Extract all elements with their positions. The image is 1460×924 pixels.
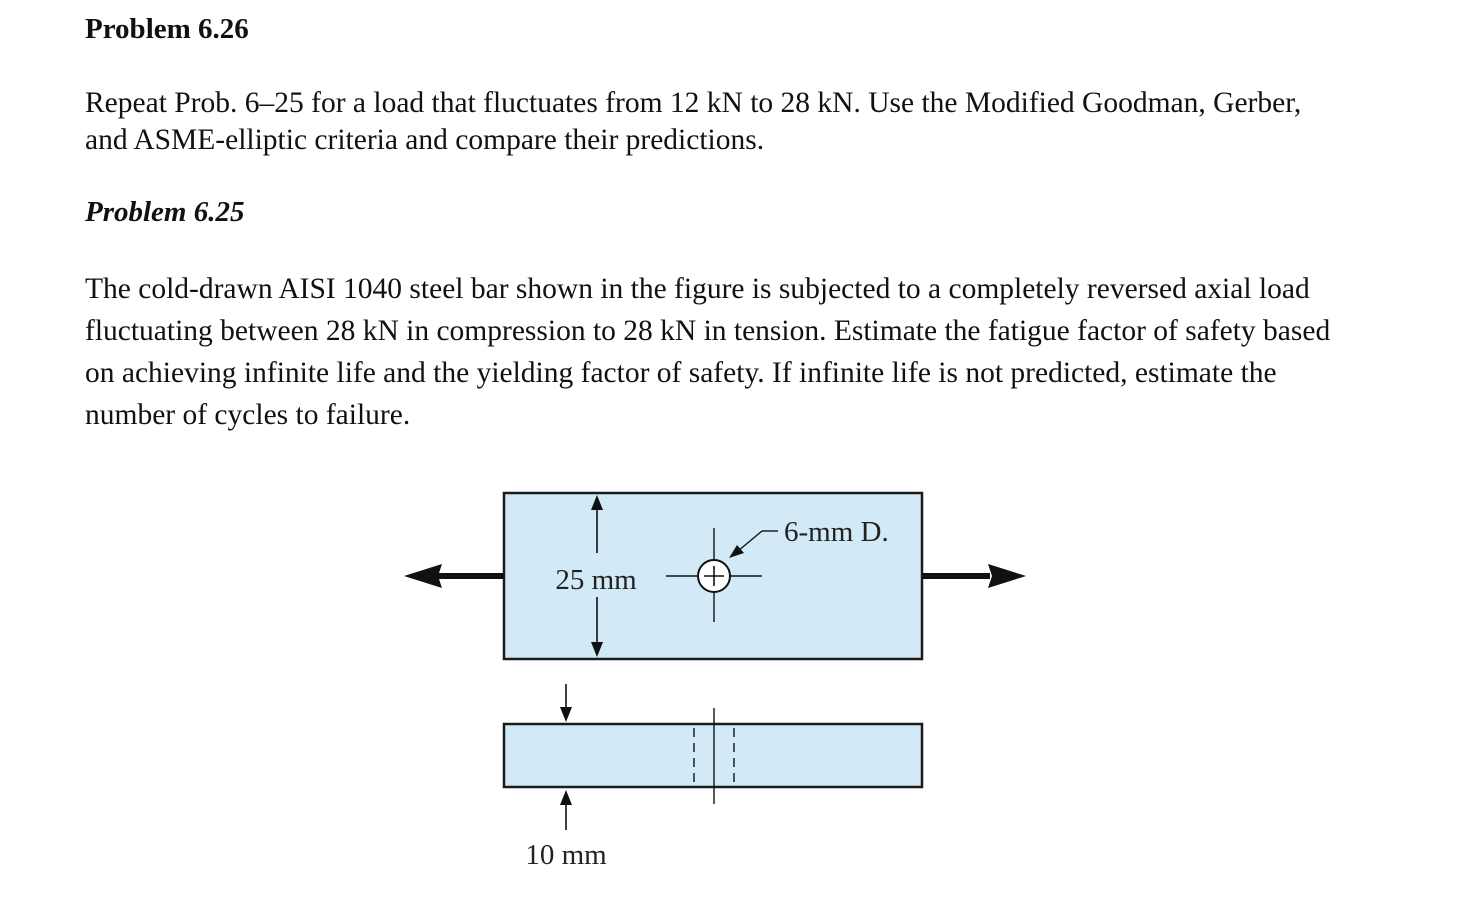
problem-626-text: Repeat Prob. 6–25 for a load that fluctuates from 12 kN to 28 kN. Use the Modified Goodman, Gerber, and ASME-elliptic criteria and compare their predictions. — [85, 87, 1302, 156]
bar-side-view — [504, 724, 922, 787]
thickness-label: 10 mm — [525, 839, 607, 871]
right-load-arrow — [922, 564, 1026, 588]
problem-625-text: The cold-drawn AISI 1040 steel bar shown in the figure is subjected to a completely reversed axial load fluctuating between 28 kN in compression to 28 kN in tension. Estimate the fatigue factor of safety based on achieving infinite life and the yielding factor of safety. If infinite life is not predicted, estimate the number of cycles to failure. — [85, 273, 1331, 431]
width-label: 25 mm — [555, 564, 637, 596]
left-load-arrow — [404, 564, 504, 588]
problem-626-title: Problem 6.26 — [85, 13, 249, 45]
problem-625-title: Problem 6.25 — [85, 196, 245, 228]
hole-label: 6-mm D. — [784, 516, 889, 548]
